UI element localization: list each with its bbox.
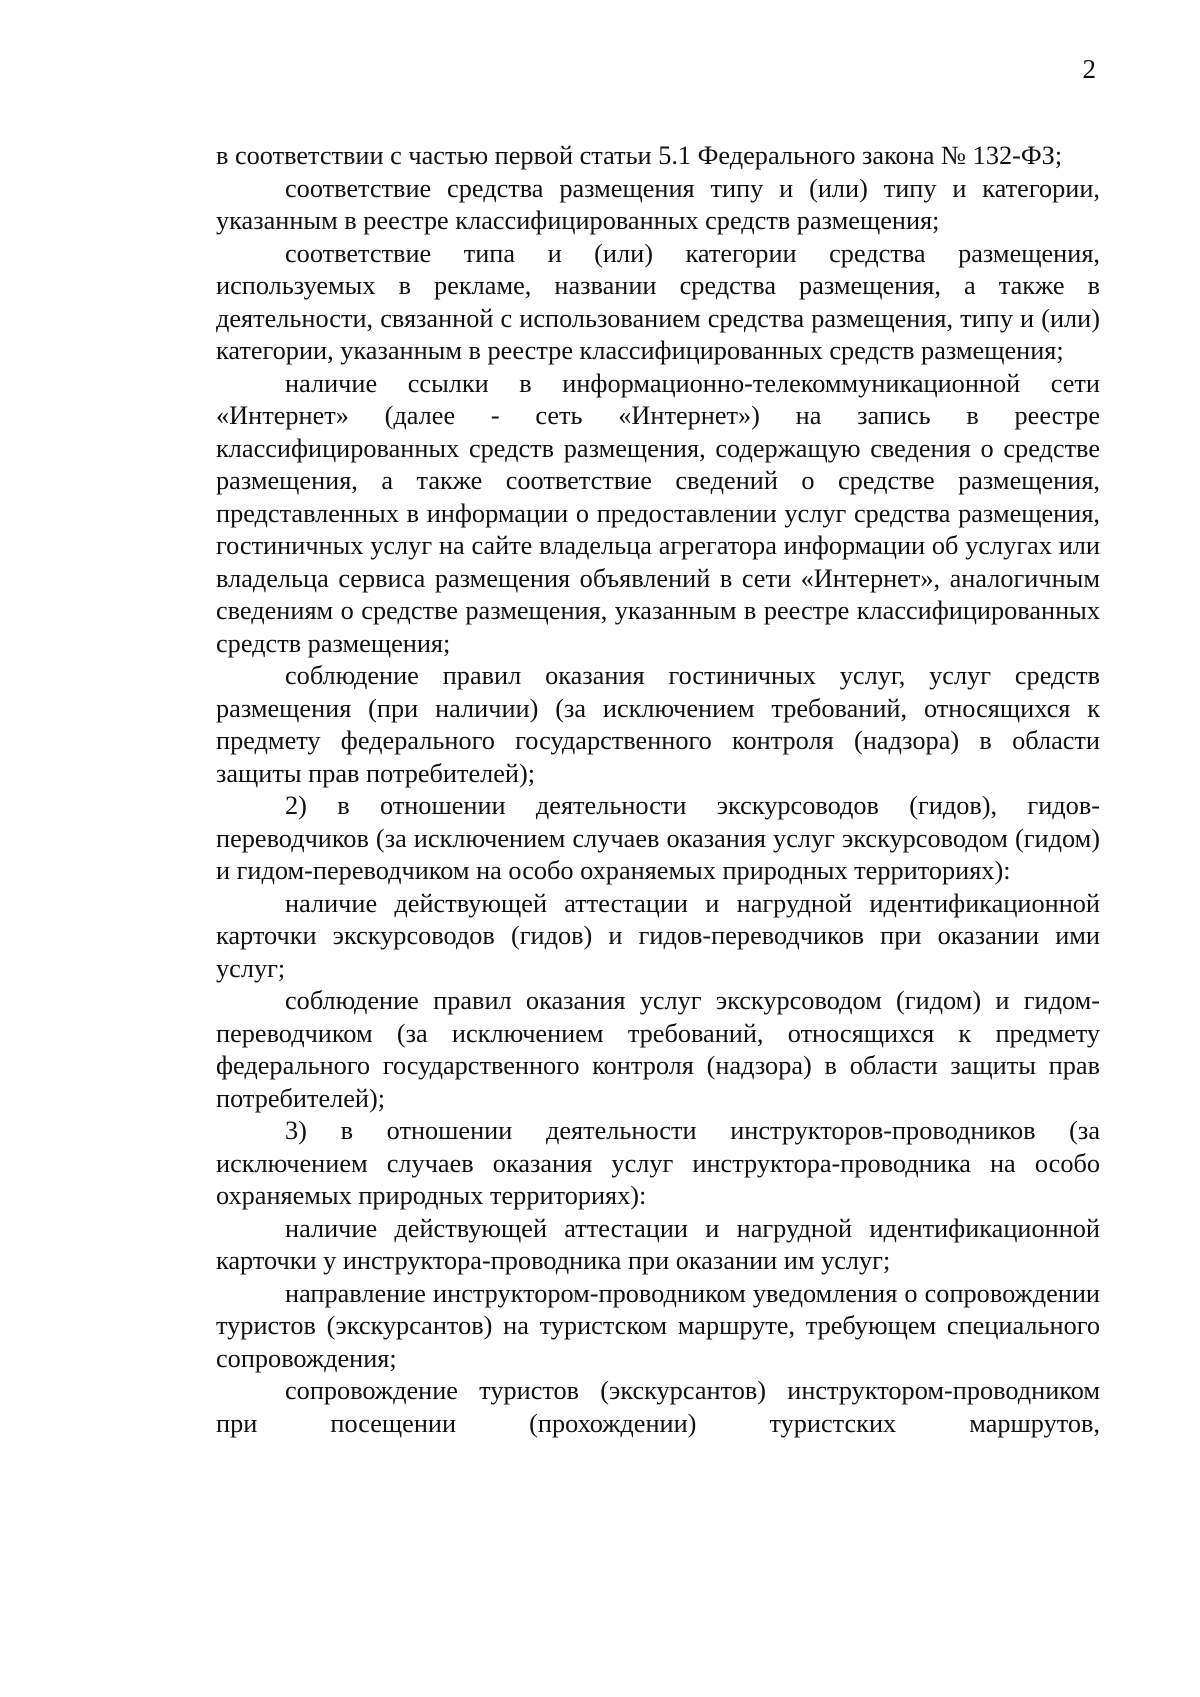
document-body [216, 140, 1100, 1440]
paragraph-9: 3) в отношении деятельности инструкторов-проводников (за исключением случаев оказания услуг инструктора-проводника на особо охраняемых природных территориях): [216, 1116, 1100, 1210]
page-number: 2 [1082, 54, 1096, 84]
paragraph-11: направление инструктором-проводником уведомления о сопровождении туристов (экскурсантов) на туристском маршруте, требующем специального сопровождения; [216, 1278, 1100, 1373]
paragraph-5: соблюдение правил оказания гостиничных услуг, услуг средств размещения (при наличии) (за исключением требований, относящихся к предмету федерального государственного контроля (надзора) в области защиты прав потребителей); [216, 661, 1100, 788]
paragraph-2: соответствие средства размещения типу и (или) типу и категории, указанным в реестре классифицированных средств размещения; [216, 173, 1100, 235]
paragraph-12: сопровождение туристов (экскурсантов) инструктором-проводником при посещении (прохождении) туристских маршрутов, [216, 1376, 1100, 1438]
paragraph-1: в соответствии с частью первой статьи 5.1 Федерального закона № 132-ФЗ; [216, 141, 1063, 170]
paragraph-7: наличие действующей аттестации и нагрудной идентификационной карточки экскурсоводов (гидов) и гидов-переводчиков при оказании ими услуг; [216, 888, 1100, 983]
paragraph-10: наличие действующей аттестации и нагрудной идентификационной карточки у инструктора-проводника при оказании им услуг; [216, 1213, 1100, 1275]
paragraph-4: наличие ссылки в информационно-телекоммуникационной сети «Интернет» (далее - сеть «Интернет») на запись в реестре классифицированных средств размещения, содержащую сведения о средстве размещения, а также соответствие сведений о средстве размещения, представленных в информации о предоставлении услуг средства размещения, гостиничных услуг на сайте владельца агрегатора информации об услугах или владельца сервиса размещения объявлений в сети «Интернет», аналогичным сведениям о средстве размещения, указанным в реестре классифицированных средств размещения; [216, 368, 1100, 658]
paragraph-3: соответствие типа и (или) категории средства размещения, используемых в рекламе, названии средства размещения, а также в деятельности, связанной с использованием средства размещения, типу и (или) категории, указанным в реестре классифицированных средств размещения; [216, 238, 1100, 365]
paragraph-6: 2) в отношении деятельности экскурсоводов (гидов), гидов-переводчиков (за исключением случаев оказания услуг экскурсоводом (гидом) и гидом-переводчиком на особо охраняемых природных территориях): [216, 791, 1100, 885]
paragraph-8: соблюдение правил оказания услуг экскурсоводом (гидом) и гидом-переводчиком (за исключением требований, относящихся к предмету федерального государственного контроля (надзора) в области защиты прав потребителей); [216, 986, 1100, 1113]
